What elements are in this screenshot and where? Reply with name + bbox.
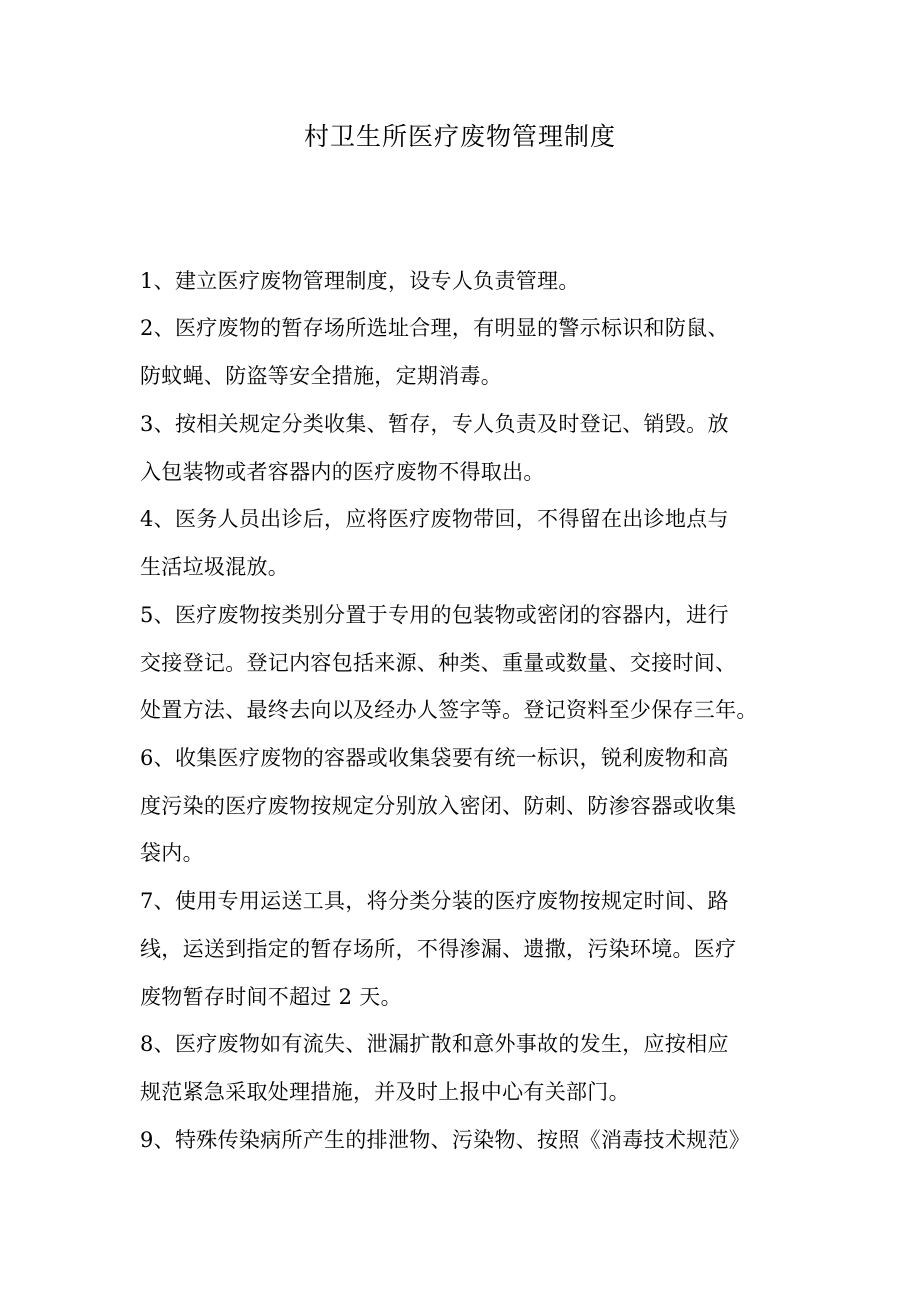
text-line-8: 5、医疗废物按类别分置于专用的包装物或密闭的容器内，进行 <box>140 603 729 627</box>
text-line-14: 7、使用专用运送工具，将分类分装的医疗废物按规定时间、路 <box>140 889 729 913</box>
text-line-10: 处置方法、最终去向以及经办人签字等。登记资料至少保存三年。 <box>140 698 758 722</box>
text-line-3: 防蚊蝇、防盗等安全措施，定期消毒。 <box>140 364 503 388</box>
text-line-19: 9、特殊传染病所产生的排泄物、污染物、按照《消毒技术规范》 <box>140 1128 751 1152</box>
text-line-4: 3、按相关规定分类收集、暂存，专人负责及时登记、销毁。放 <box>140 412 729 436</box>
text-line-16: 废物暂存时间不超过 2 天。 <box>140 985 402 1009</box>
text-line-1: 1、建立医疗废物管理制度，设专人负责管理。 <box>140 269 580 293</box>
text-line-6: 4、医务人员出诊后，应将医疗废物带回，不得留在出诊地点与 <box>140 507 729 531</box>
text-line-2: 2、医疗废物的暂存场所选址合理，有明显的警示标识和防鼠、 <box>140 316 729 340</box>
text-line-9: 交接登记。登记内容包括来源、种类、重量或数量、交接时间、 <box>140 651 737 675</box>
text-line-11: 6、收集医疗废物的容器或收集袋要有统一标识，锐利废物和高 <box>140 746 729 770</box>
text-line-18: 规范紧急采取处理措施，并及时上报中心有关部门。 <box>140 1080 630 1104</box>
text-line-15: 线，运送到指定的暂存场所，不得渗漏、遗撒，污染环境。医疗 <box>140 937 737 961</box>
text-line-7: 生活垃圾混放。 <box>140 555 290 579</box>
text-line-5: 入包装物或者容器内的医疗废物不得取出。 <box>140 460 545 484</box>
text-line-12: 度污染的医疗废物按规定分别放入密闭、防刺、防渗容器或收集 <box>140 794 737 818</box>
document-title: 村卫生所医疗废物管理制度 <box>303 122 616 151</box>
text-line-13: 袋内。 <box>140 841 204 865</box>
text-line-17: 8、医疗废物如有流失、泄漏扩散和意外事故的发生，应按相应 <box>140 1032 729 1056</box>
